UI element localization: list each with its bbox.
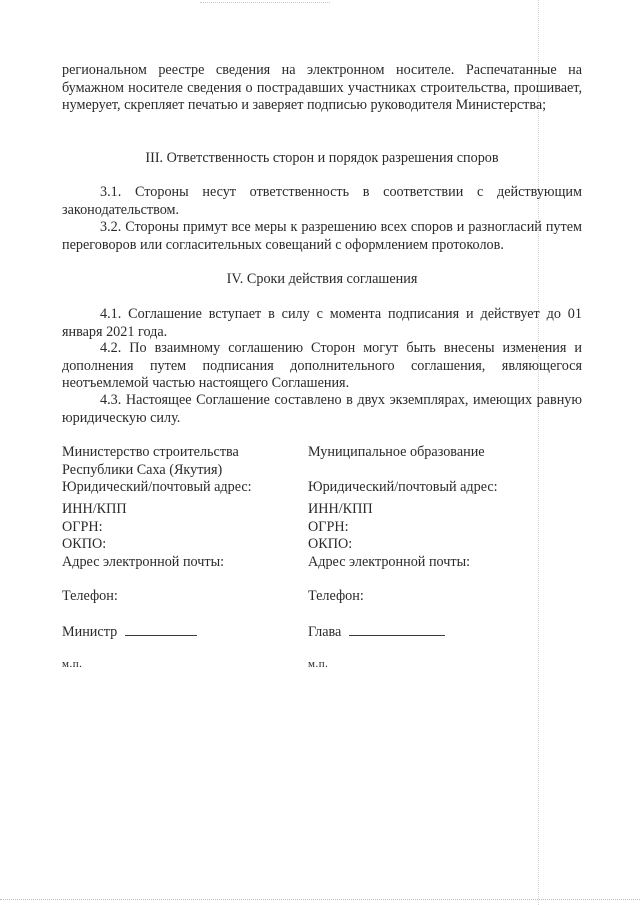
clause-4-2: 4.2. По взаимному соглашению Сторон могут быть внесены изменения и дополнения путем подписания дополнительного соглашения, являющегося неотъемлемой частью настоящего Соглашения. — [62, 340, 582, 391]
right-signature-line — [349, 623, 445, 636]
left-party-name-line2: Республики Саха (Якутия) — [62, 461, 223, 478]
left-party-name-line1: Министерство строительства — [62, 444, 239, 460]
right-party-okpo: ОКПО: — [308, 536, 353, 552]
right-party-block — [308, 444, 538, 462]
section-4-heading: IV. Сроки действия соглашения — [226, 271, 418, 287]
clause-4-1: 4.1. Соглашение вступает в силу с момента подписания и действует до 01 января 2021 года. — [62, 306, 582, 340]
scan-artifact-top — [200, 2, 330, 4]
right-party-ids — [308, 501, 538, 571]
left-party-signer: Министр — [62, 624, 118, 640]
left-party-block — [62, 444, 297, 497]
left-party-ogrn: ОГРН: — [62, 518, 103, 535]
left-party-signature — [62, 623, 297, 642]
left-party-stamp: м.п. — [62, 658, 83, 670]
left-party-inn: ИНН/КПП — [62, 501, 127, 517]
right-party-address: Юридический/почтовый адрес: — [308, 479, 498, 495]
right-party-inn: ИНН/КПП — [308, 501, 373, 517]
right-party-signature — [308, 623, 538, 642]
right-party-email: Адрес электронной почты: — [308, 553, 471, 570]
left-party-address: Юридический/почтовый адрес: — [62, 479, 252, 495]
section-3-heading: III. Ответственность сторон и порядок разрешения споров — [145, 150, 499, 166]
clause-4-3: 4.3. Настоящее Соглашение составлено в двух экземплярах, имеющих равную юридическую силу. — [62, 392, 582, 426]
right-party-phone: Телефон: — [308, 588, 364, 604]
left-party-email: Адрес электронной почты: — [62, 553, 225, 570]
clause-3-1: 3.1. Стороны несут ответственность в соответствии с действующим законодательством. — [62, 184, 582, 218]
scan-artifact-right — [538, 0, 540, 905]
right-party-name-line1: Муниципальное образование — [308, 444, 485, 460]
left-party-ids — [62, 501, 297, 571]
scan-artifact-bottom — [0, 899, 640, 901]
left-party-phone: Телефон: — [62, 588, 118, 604]
left-signature-line — [125, 623, 197, 636]
right-party-ogrn: ОГРН: — [308, 518, 349, 535]
clause-3-2: 3.2. Стороны примут все меры к разрешению всех споров и разногласий путем переговоров или согласительных совещаний с оформлением протоколов. — [62, 219, 582, 253]
right-party-stamp: м.п. — [308, 658, 329, 670]
intro-paragraph: региональном реестре сведения на электронном носителе. Распечатанные на бумажном носителе сведения о пострадавших участниках строительства, прошивает, нумерует, скрепляет печатью и заверяет подписью руководителя Министерства; — [62, 62, 582, 113]
left-party-okpo: ОКПО: — [62, 536, 107, 552]
right-party-signer: Глава — [308, 624, 342, 640]
